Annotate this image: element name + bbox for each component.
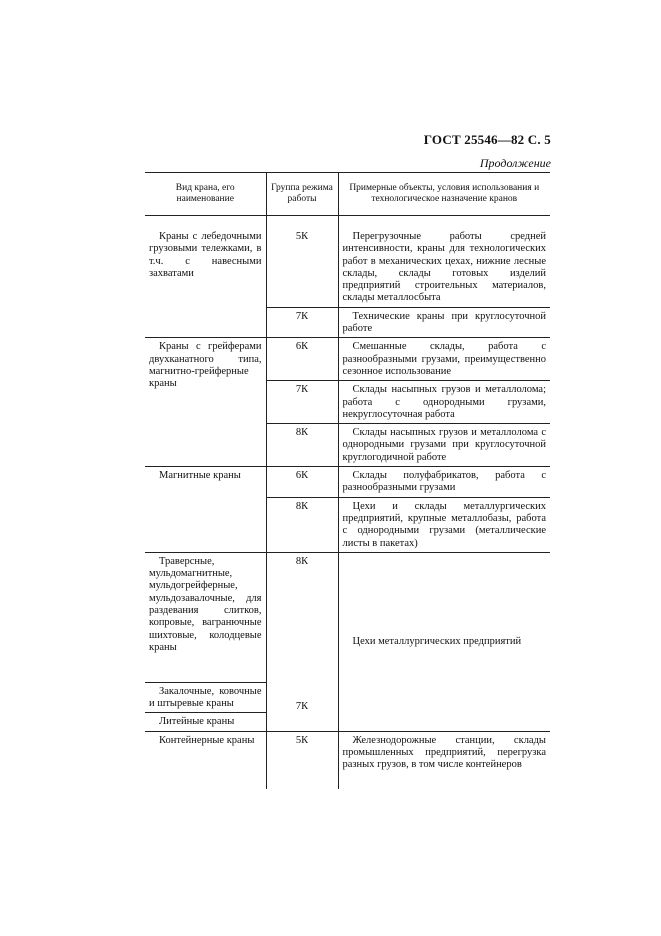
table-row <box>145 221 550 307</box>
crane-name: Закалочные, ковочные и штыревые краны <box>145 682 266 713</box>
crane-name: Краны с лебедочными грузовыми тележками, в т.ч. с навесными захватами <box>149 231 262 279</box>
usage-objects: Перегрузочные работы средней интенсивности, краны для технологических работ в механических цехах, нижние лесные склады, склады готовых изделий предприятий строительных материалов, склады металлосбыта <box>338 221 550 307</box>
duty-group: 5К <box>266 731 338 789</box>
duty-group: 5К <box>266 221 338 307</box>
duty-group: 8К <box>266 424 338 467</box>
usage-objects: Смешанные склады, работа с разнообразными грузами, преимущественно сезонное использование <box>338 338 550 381</box>
usage-objects: Технические краны при круглосуточной работе <box>338 307 550 338</box>
header-objects: Примерные объекты, условия использования и технологическое назначение кранов <box>338 173 550 216</box>
crane-table <box>145 172 550 789</box>
table-row <box>145 338 550 381</box>
usage-objects: Цехи и склады металлургических предприятий, крупные металлобазы, работа с однородными грузами (металлические листы в пакетах) <box>338 497 550 552</box>
table-row <box>145 467 550 498</box>
duty-group: 6К <box>266 338 338 381</box>
usage-objects: Склады полуфабрикатов, работа с разнообразными грузами <box>338 467 550 498</box>
crane-name: Литейные краны <box>145 713 266 731</box>
duty-group: 8К <box>266 552 338 682</box>
duty-group: 7К <box>266 682 338 731</box>
table-row <box>145 731 550 789</box>
usage-objects: Цехи металлургических предприятий <box>338 552 550 731</box>
crane-name: Траверсные, мульдомагнитные, мульдогрейферные, мульдозавалочные, для раздевания слитков, копровые, вагранючные шихтовые, колодцевые краны <box>145 552 266 682</box>
usage-objects: Склады насыпных грузов и металлолома; работа с однородными грузами, некруглосуточная работа <box>338 381 550 424</box>
usage-objects: Склады насыпных грузов и металлолома с однородными грузами при круглосуточной круглогодичной работе <box>338 424 550 467</box>
header-duty-group: Группа режима работы <box>266 173 338 216</box>
crane-name: Краны с грейферами двухканатного типа, магнитно-грейферные краны <box>145 338 266 467</box>
continuation-label: Продолжение <box>479 156 551 170</box>
usage-objects: Железнодорожные станции, склады промышленных предприятий, перегрузка разных грузов, в том числе контейнеров <box>338 731 550 789</box>
crane-name: Контейнерные краны <box>145 731 266 789</box>
header-crane-type: Вид крана, его наименование <box>145 173 266 216</box>
page-header: ГОСТ 25546—82 С. 5 <box>423 132 551 147</box>
duty-group: 7К <box>266 381 338 424</box>
duty-group: 8К <box>266 497 338 552</box>
duty-group: 6К <box>266 467 338 498</box>
crane-name: Магнитные краны <box>145 467 266 553</box>
table-row <box>145 552 550 682</box>
table-header-row <box>145 173 550 216</box>
duty-group: 7К <box>266 307 338 338</box>
